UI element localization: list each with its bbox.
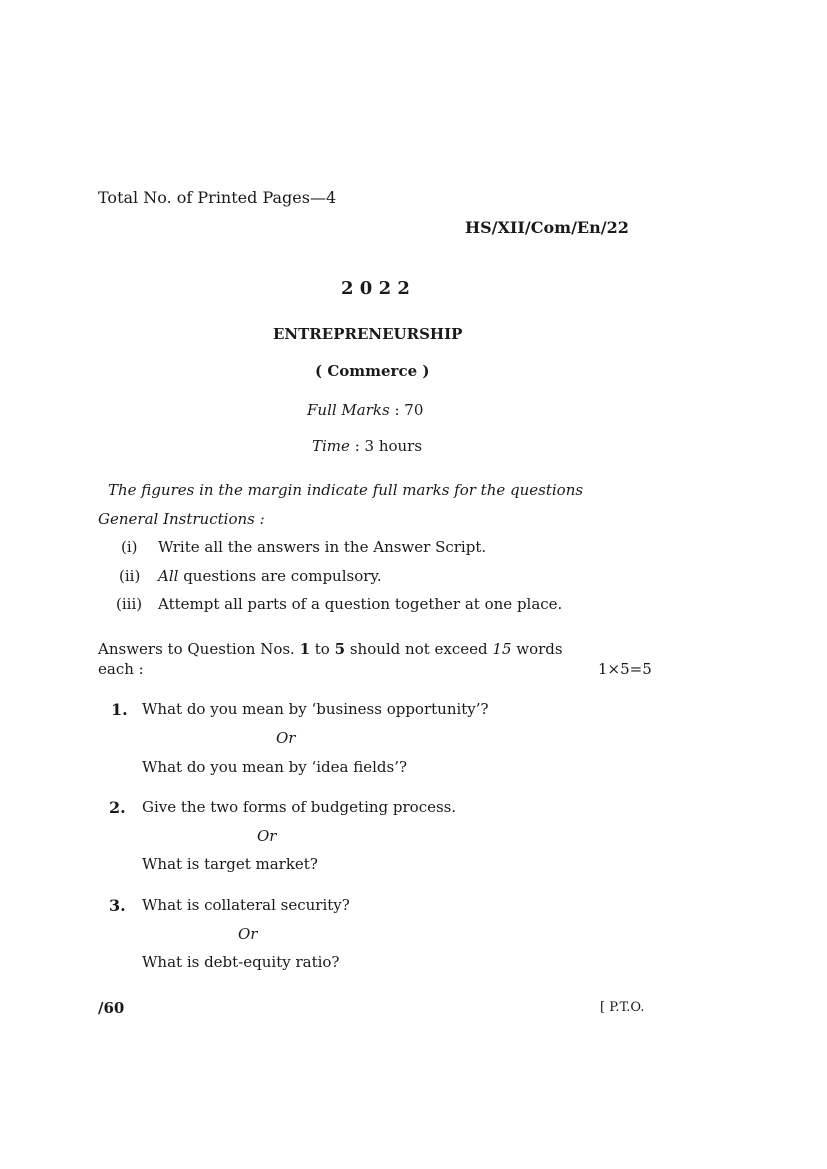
instruction-num: (i) [121,538,138,556]
instruction-text-body: Attempt all parts of a question together at one place. [158,595,563,613]
instruction-text [158,538,486,556]
instruction-text-body: Write all the answers in the Answer Script. [158,538,487,556]
question-alt-text: What do you mean by ‘idea fields’? [142,758,408,776]
paper-code: HS/XII/Com/En/22 [465,218,629,237]
or-separator: Or [257,827,277,845]
general-instructions-heading: General Instructions : [98,510,265,528]
question-text: Give the two forms of budgeting process. [142,798,457,816]
question-alt-text: What is debt-equity ratio? [142,953,340,971]
section-note-text: Answers to Question Nos. [98,640,300,658]
instruction-num: (ii) [119,567,141,585]
pto-label: [ P.T.O. [600,1000,645,1015]
question-number: 2. [109,798,126,817]
full-marks-line [307,401,423,419]
footer-code: /60 [98,999,125,1017]
stream-label: ( Commerce ) [315,362,430,380]
printed-pages-note: Total No. of Printed Pages—4 [98,188,337,207]
word-limit: 15 [492,640,512,658]
question-text: What do you mean by ‘business opportunity’? [142,700,489,718]
exam-year: 2 0 2 2 [341,278,410,299]
section-note-line1 [98,640,563,658]
section-note-text: to [310,640,335,658]
question-number: 3. [109,896,126,915]
section-marks: 1×5=5 [598,660,652,678]
question-alt-text: What is target market? [142,855,318,873]
section-note-text: should not exceed [345,640,493,658]
time-label: Time [312,437,350,455]
question-range-to: 5 [334,640,346,658]
margin-note: The figures in the margin indicate full marks for the questions [108,481,584,499]
instruction-text-emphasis: All [158,567,179,585]
instruction-text [158,595,562,613]
or-separator: Or [276,729,296,747]
subject-title: ENTREPRENEURSHIP [273,325,463,343]
question-number: 1. [111,700,128,719]
section-note-text: words [511,640,563,658]
full-marks-label: Full Marks [307,401,390,419]
question-range-from: 1 [299,640,311,658]
full-marks-value: : 70 [394,401,424,419]
section-note-line2: each : [98,660,144,678]
instruction-text-body: questions are compulsory. [178,567,382,585]
instruction-text [158,567,382,585]
or-separator: Or [238,925,258,943]
question-text: What is collateral security? [142,896,350,914]
time-value: : 3 hours [354,437,423,455]
time-line [312,437,422,455]
instruction-num: (iii) [116,595,143,613]
